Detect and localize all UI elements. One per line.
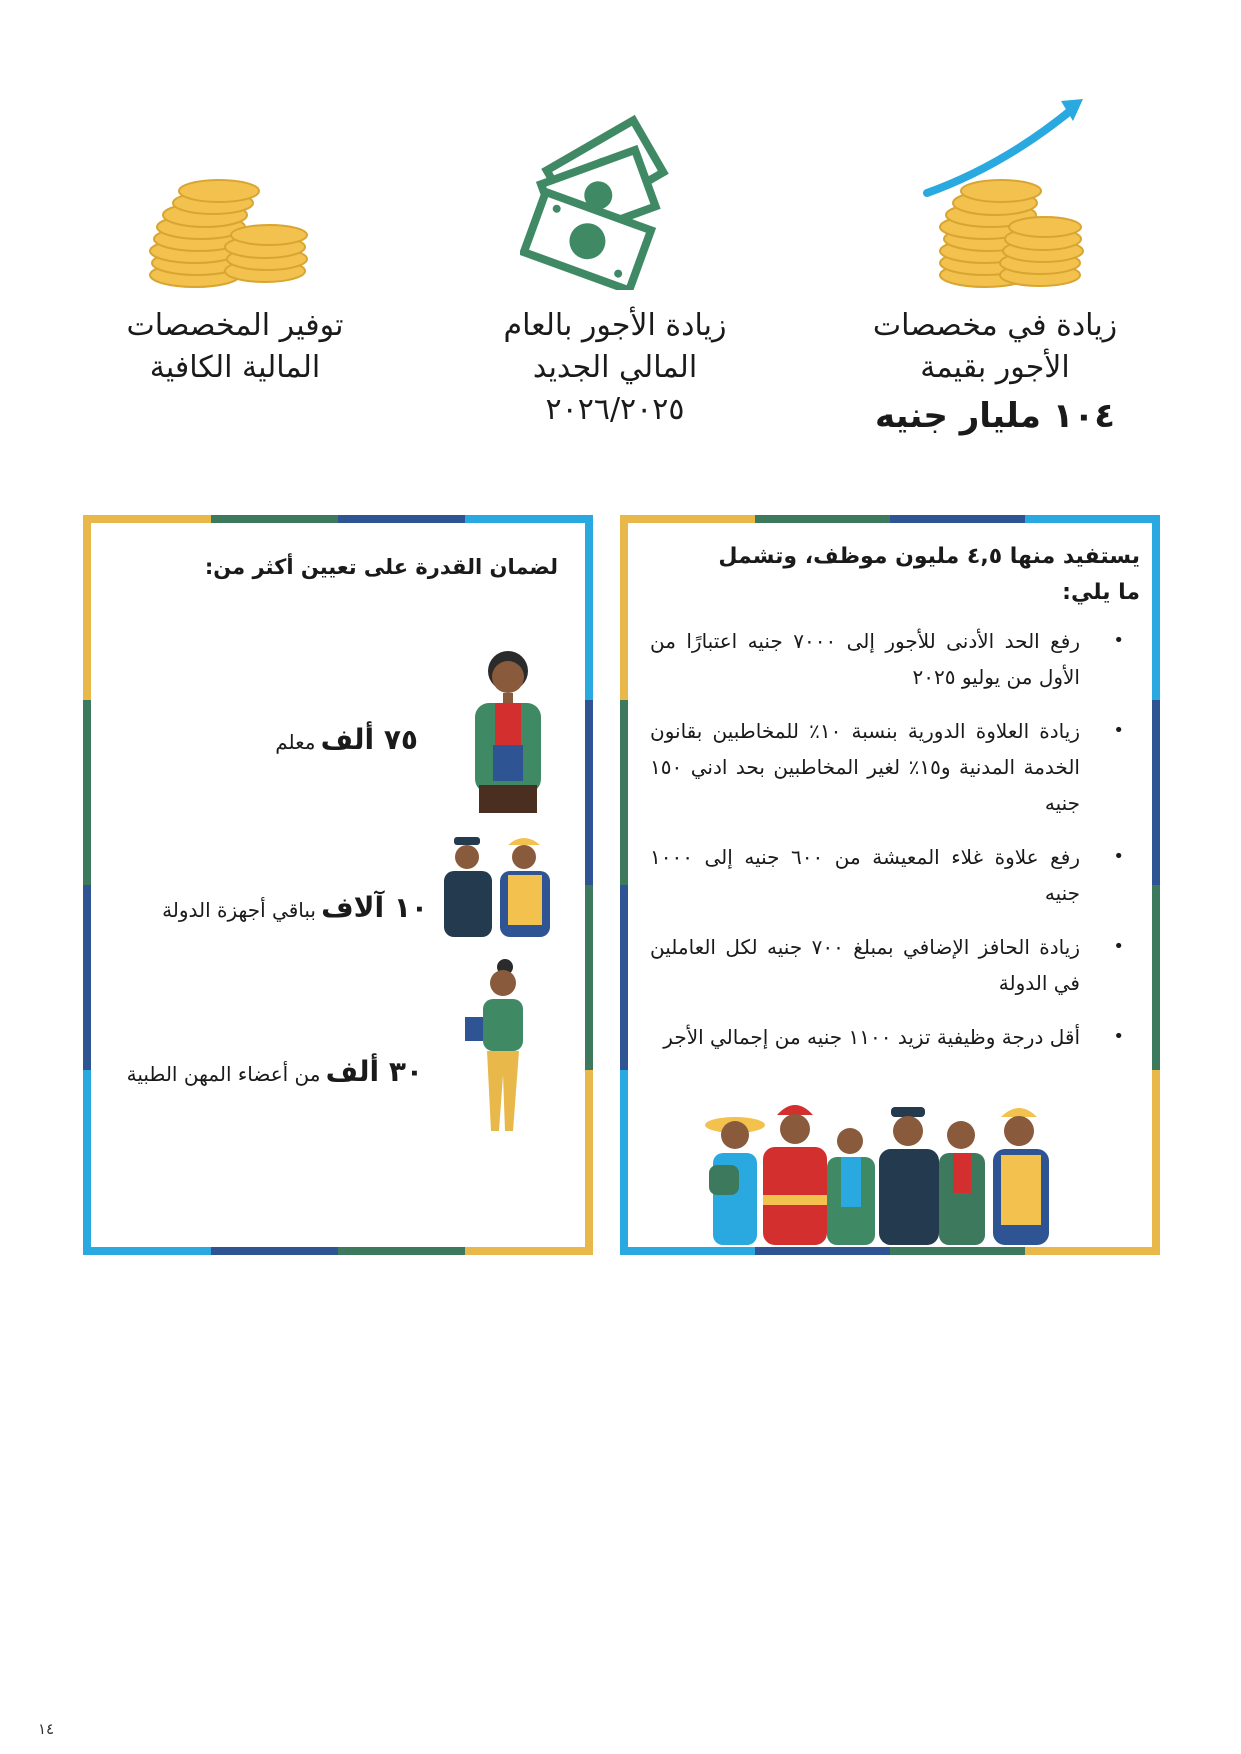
border-segment [890,1247,1025,1255]
border-segment [211,1247,338,1255]
stat-number: ٧٥ ألف [320,723,418,756]
caption-line: الأجور بقيمة [920,350,1070,385]
bullet-icon: • [1113,630,1124,651]
stat-number: ١٠ آلاف [321,891,428,924]
stat-label: معلم [275,730,316,754]
stat-teachers [128,725,418,759]
border-segment [620,1247,755,1255]
caption-line: زيادة الأجور بالعام [503,308,727,343]
border-segment [1025,1247,1160,1255]
benefits-box [620,515,1160,1255]
caption-line: زيادة في مخصصات [872,308,1118,343]
police-worker-icon [438,833,563,938]
border-segment [211,515,338,523]
heading-line: ما يلي: [1062,580,1140,605]
hiring-box [83,515,593,1255]
caption-line: المالية الكافية [149,350,321,385]
border-segment [755,1247,890,1255]
bullet-icon: • [1113,846,1124,867]
caption-highlight: ١٠٤ مليار جنيه [875,396,1115,436]
workers-group-icon [705,1095,1075,1245]
border-segment [83,515,211,523]
bullet-icon: • [1113,1026,1124,1047]
stat-number: ٣٠ ألف [325,1055,423,1088]
list-item-text: أقل درجة وظيفية تزيد ١١٠٠ جنيه من إجمالي الأجر [663,1025,1080,1049]
border-segment [755,515,890,523]
top-caption-left [80,305,390,389]
border-segment [620,885,628,1070]
border-segment [585,1070,593,1255]
border-segment [620,515,755,523]
border-segment [83,1070,91,1255]
border-segment [620,1070,628,1255]
stat-state-agencies [88,893,428,927]
bullet-icon: • [1113,936,1124,957]
border-segment [1152,1070,1160,1255]
border-segment [83,515,91,700]
border-segment [1025,515,1160,523]
stat-medical [103,1057,423,1091]
heading-line: يستفيد منها ٤,٥ مليون موظف، وتشمل [718,544,1140,569]
caption-line: توفير المخصصات [126,308,344,343]
list-item [650,929,1124,1001]
border-segment [1152,515,1160,700]
nurse-icon [463,955,543,1145]
caption-line: ٢٠٢٦/٢٠٢٥ [545,392,685,427]
border-segment [620,700,628,885]
border-segment [465,515,593,523]
border-segment [338,1247,465,1255]
top-caption-middle [460,305,770,431]
benefits-list [650,623,1124,1073]
border-segment [338,515,465,523]
border-segment [465,1247,593,1255]
coins-icon [135,175,315,295]
stat-label: بباقي أجهزة الدولة [162,898,316,922]
hiring-heading: لضمان القدرة على تعيين أكثر من: [204,555,558,579]
banknotes-icon [520,110,670,290]
border-segment [585,515,593,700]
list-item [650,1019,1124,1055]
caption-line: المالي الجديد [532,350,698,385]
border-segment [620,515,628,700]
list-item [650,713,1124,821]
border-segment [83,700,91,885]
border-segment [890,515,1025,523]
bullet-icon: • [1113,720,1124,741]
coins-arrow-icon [915,95,1095,305]
border-segment [83,1247,211,1255]
border-segment [585,700,593,885]
page-number: ١٤ [38,1720,55,1738]
border-segment [1152,700,1160,885]
list-item-text: زيادة العلاوة الدورية بنسبة ١٠٪ للمخاطبين بقانون الخدمة المدنية و١٥٪ لغير المخاطبين بحد ادني ١٥٠ جنيه [650,719,1080,815]
benefits-heading [650,539,1140,611]
teacher-icon [453,645,563,815]
list-item-text: زيادة الحافز الإضافي بمبلغ ٧٠٠ جنيه لكل العاملين في الدولة [650,935,1080,995]
border-segment [1152,885,1160,1070]
list-item [650,839,1124,911]
stat-label: من أعضاء المهن الطبية [126,1062,321,1086]
list-item-text: رفع علاوة غلاء المعيشة من ٦٠٠ جنيه إلى ١٠٠٠ جنيه [650,845,1080,905]
top-caption-right [840,305,1150,437]
list-item [650,623,1124,695]
border-segment [585,885,593,1070]
list-item-text: رفع الحد الأدنى للأجور إلى ٧٠٠٠ جنيه اعتبارًا من الأول من يوليو ٢٠٢٥ [650,629,1080,689]
